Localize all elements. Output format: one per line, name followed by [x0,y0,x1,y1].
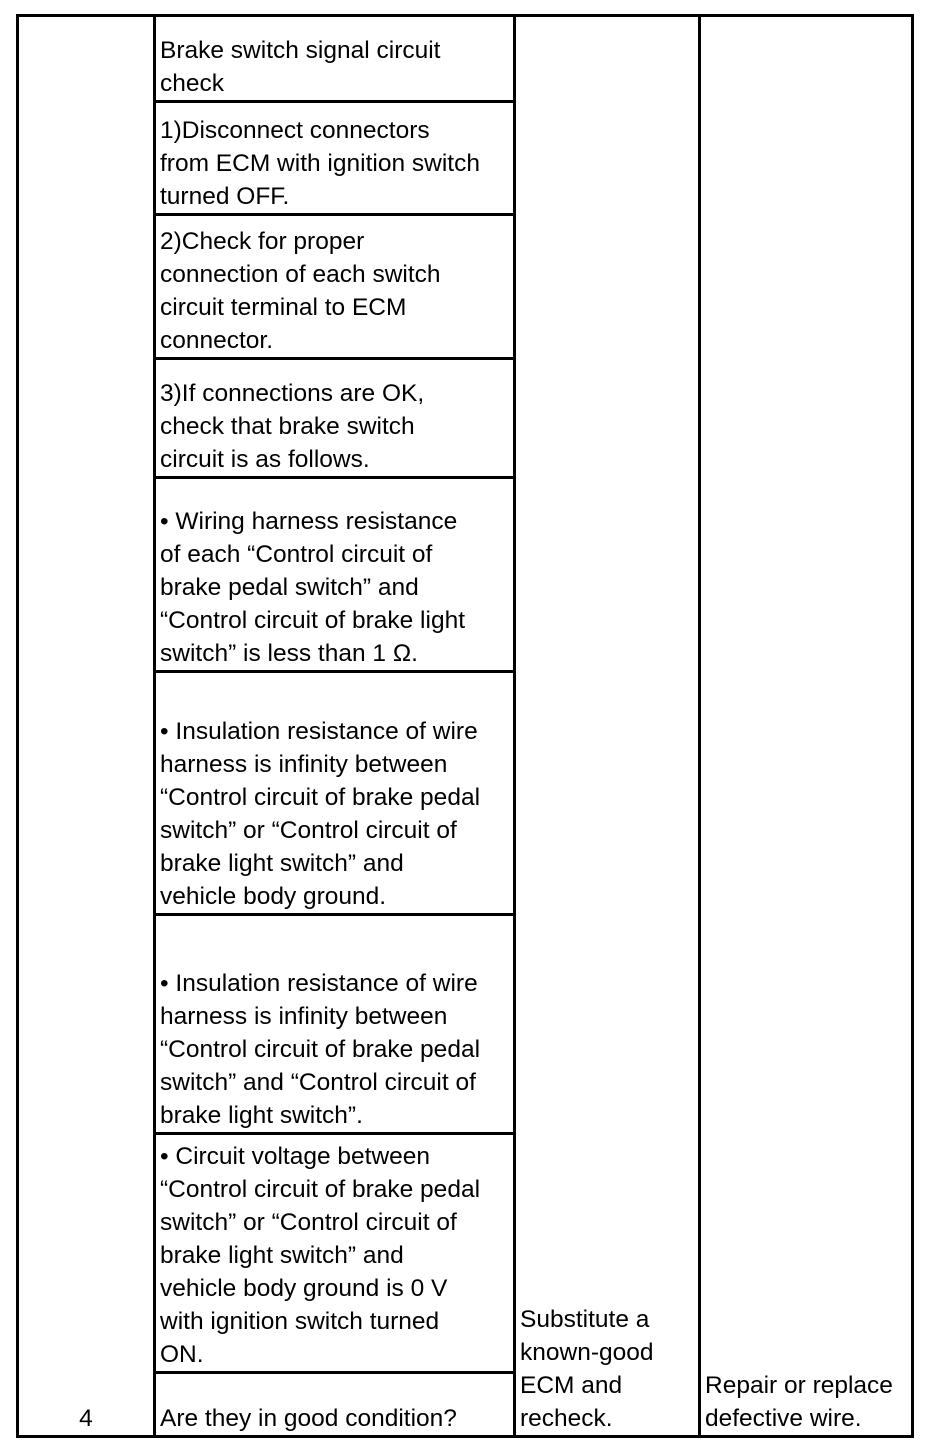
yes-action-text: Substitute a known-good ECM and recheck. [520,1306,654,1432]
action-text: 3)If connections are OK, check that brake switch circuit is as follows. [160,380,425,473]
yes-action-cell [516,17,698,1435]
action-row-circuit-voltage [156,1135,513,1371]
action-text: Are they in good condition? [160,1405,457,1432]
action-text: • Insulation resistance of wire harness is infinity between “Control circuit of brake pedal switch” or “Control circuit of brake light switch” and vehicle body ground. [160,718,481,910]
action-text: 1)Disconnect connectors from ECM with ignition switch turned OFF. [160,117,480,210]
no-action-text: Repair or replace defective wire. [705,1372,893,1432]
action-text: • Insulation resistance of wire harness is infinity between “Control circuit of brake pedal switch” and “Control circuit of brake light switch”. [160,970,481,1129]
diagnostic-table [16,14,914,1438]
action-text: • Wiring harness resistance of each “Control circuit of brake pedal switch” and “Control circuit of brake light switch” is less than 1 Ω. [160,508,466,667]
action-text: 2)Check for proper connection of each switch circuit terminal to ECM connector. [160,228,441,354]
step-number: 4 [79,1405,93,1432]
action-row-insulation-between [156,916,513,1132]
action-row-step-1 [156,103,513,213]
action-text: Brake switch signal circuit check [160,37,441,97]
action-text: • Circuit voltage between “Control circuit of brake pedal switch” or “Control circuit of brake light switch” and vehicle body ground is 0 V with ignition switch turned ON. [160,1143,481,1368]
action-row-title [156,17,513,100]
action-row-insulation-ground [156,673,513,913]
step-number-cell [19,17,153,1435]
action-row-question [156,1374,513,1435]
no-action-cell [701,17,911,1435]
action-row-step-3 [156,360,513,476]
action-row-step-2 [156,216,513,357]
action-row-wiring-resistance [156,479,513,670]
